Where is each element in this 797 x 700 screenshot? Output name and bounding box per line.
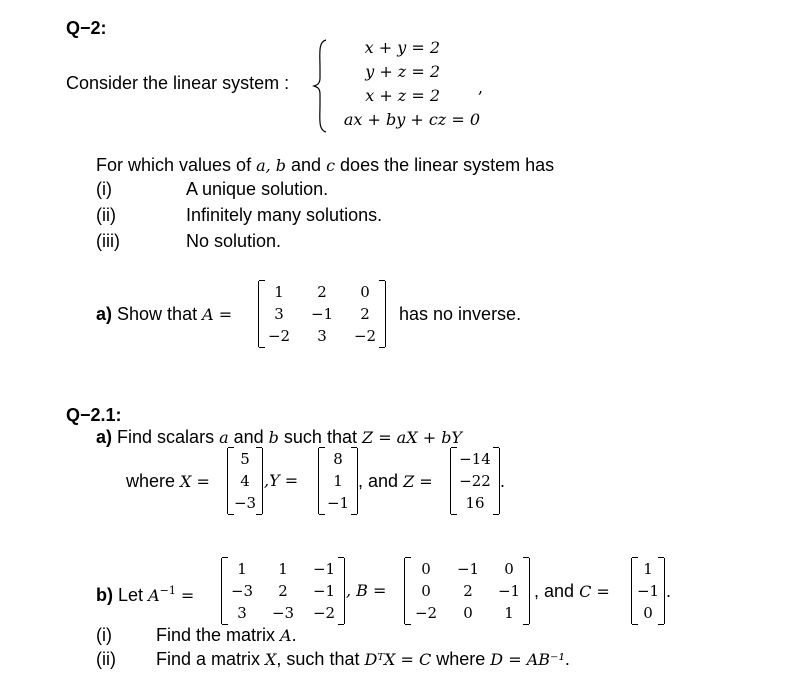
q21-equation: Z = aX + bY (361, 428, 462, 447)
matrix-b (404, 558, 530, 624)
matrix-a-inverse-cell: −3 (230, 582, 254, 600)
matrix-a-inverse-cell: 2 (278, 582, 288, 600)
vector-z-cell: 16 (465, 494, 485, 512)
matrix-a-cell: 2 (360, 305, 370, 323)
q21-text-mid: and (228, 427, 269, 447)
question-post: does the linear system has (335, 155, 555, 175)
matrix-b-cell: 0 (421, 560, 431, 578)
q21-part-b-label: b) (96, 585, 113, 605)
ainv-lhs: A (148, 586, 160, 605)
matrix-b-cell: 2 (463, 582, 473, 600)
matrix-a-inverse-cell: −1 (312, 582, 336, 600)
question-pre: For which values of (96, 155, 257, 175)
q21-z-lhs: Z = (403, 472, 433, 491)
vector-x (227, 448, 263, 514)
q21-text-post: such that (278, 427, 362, 447)
vector-c-cell: −1 (636, 582, 660, 600)
matrix-a-cell: 1 (274, 283, 284, 301)
q21-b-item-ii-post3: . (564, 649, 570, 669)
ainv-eq: = (180, 586, 195, 605)
matrix-a-cell: 0 (360, 283, 370, 301)
q21-b-item-ii (156, 648, 570, 671)
matrix-a-inverse (221, 558, 345, 624)
system-brace (312, 38, 328, 134)
matrix-b-cell: 1 (504, 604, 514, 622)
vector-z-cell: −14 (459, 450, 491, 468)
vector-y-cell: 8 (333, 450, 343, 468)
q21-b-item-ii-post: , such that (276, 649, 365, 669)
item-i-num: (i) (96, 179, 112, 199)
item-iii-text: No solution. (186, 231, 282, 251)
matrix-a-cell: −1 (310, 305, 334, 323)
matrix-b-cell: −1 (497, 582, 521, 600)
q21-part-b-period: . (666, 581, 672, 601)
vector-x-cell: −3 (233, 494, 257, 512)
ainv-sup: −1 (159, 584, 176, 597)
item-ii-text: Infinitely many solutions. (186, 205, 383, 225)
vector-z-cell: −22 (459, 472, 491, 490)
equation-2: y + z = 2 (365, 62, 440, 81)
question-vars: a, b (256, 156, 287, 175)
q21-part-a-label: a) (96, 427, 113, 447)
q21-y-lhs: ,Y = (264, 471, 299, 490)
b-lhs: , B = (346, 581, 387, 600)
equation-1: x + y = 2 (364, 38, 440, 57)
matrix-b-cell: 0 (504, 560, 514, 578)
q2-part-a (96, 303, 232, 326)
system-trailing-comma: , (478, 78, 484, 97)
equation-4: ax + by + cz = 0 (343, 110, 480, 129)
q21-and-z (358, 470, 433, 493)
vector-x-cell: 4 (240, 472, 250, 490)
q21-and-c (534, 580, 610, 603)
matrix-b-cell: 0 (463, 604, 473, 622)
q21-part-b-text: Let (118, 585, 144, 605)
q2-part-a-text: Show that (117, 304, 198, 324)
matrix-a-cell: 3 (317, 327, 327, 345)
matrix-a-cell: −2 (267, 327, 291, 345)
matrix-a-inverse-cell: −2 (312, 604, 336, 622)
q21-var-a: a (219, 428, 229, 447)
vector-c (631, 558, 665, 624)
vector-z (450, 448, 500, 514)
system-intro: Consider the linear system : (66, 73, 290, 93)
q21-b-item-i-num: (i) (96, 625, 112, 645)
vector-c-cell: 0 (643, 604, 653, 622)
q21-part-b-line (96, 580, 194, 607)
q21-x-lhs: X = (180, 472, 210, 491)
vector-c-cell: 1 (643, 560, 653, 578)
q21-b-item-i-pre: Find the matrix (156, 625, 281, 645)
matrix-a-inverse-cell: −3 (271, 604, 295, 622)
matrix-a-inverse-cell: 3 (237, 604, 247, 622)
q21-part-a-line (96, 426, 462, 449)
vector-y (318, 448, 358, 514)
q21-var-b: b (268, 428, 279, 447)
matrix-b-cell: −1 (456, 560, 480, 578)
matrix-b-cell: −2 (414, 604, 438, 622)
matrix-a (258, 281, 386, 347)
q21-b-item-ii-num: (ii) (96, 649, 116, 669)
vector-y-cell: 1 (333, 472, 343, 490)
question-2-1-title: Q−2.1: (66, 405, 122, 425)
q21-part-a-period: . (500, 471, 506, 491)
linear-system (330, 36, 480, 132)
question-var-c: c (326, 156, 336, 175)
q21-b-item-i (156, 624, 297, 647)
question-2-title: Q−2: (66, 18, 107, 38)
q21-b-item-ii-post2: where (431, 649, 491, 669)
q21-b-item-ii-math3: D = AB⁻¹ (490, 650, 565, 669)
equation-3: x + z = 2 (365, 86, 440, 105)
matrix-a-inverse-cell: 1 (237, 560, 247, 578)
matrix-a-cell: 2 (317, 283, 327, 301)
q21-part-a-text-pre: Find scalars (117, 427, 220, 447)
q21-where: where (126, 471, 176, 491)
matrix-a-inverse-cell: −1 (312, 560, 336, 578)
item-ii-num: (ii) (96, 205, 116, 225)
q21-where-line (126, 470, 210, 493)
item-iii-num: (iii) (96, 231, 120, 251)
question-line (96, 154, 554, 177)
matrix-a-cell: 3 (274, 305, 284, 323)
c-lhs: C = (579, 582, 610, 601)
q21-b-item-ii-math: X (265, 650, 277, 669)
item-i-text: A unique solution. (186, 179, 329, 199)
q2-part-a-suffix: has no inverse. (399, 304, 522, 324)
question-and: and (286, 155, 327, 175)
vector-y-cell: −1 (326, 494, 350, 512)
matrix-a-cell: −2 (353, 327, 377, 345)
matrix-a-inverse-cell: 1 (278, 560, 288, 578)
vector-x-cell: 5 (240, 450, 250, 468)
q21-b-item-ii-math2: DᵀX = C (364, 650, 432, 669)
q21-b-item-ii-pre: Find a matrix (156, 649, 266, 669)
q2-part-a-lhs: A = (202, 305, 233, 324)
q2-part-a-label: a) (96, 304, 113, 324)
q21-b-item-i-math: A (280, 626, 292, 645)
q21-b-item-i-post: . (291, 625, 297, 645)
q21-and: , and (358, 471, 399, 491)
q21-b-and: , and (534, 581, 575, 601)
matrix-b-cell: 0 (421, 582, 431, 600)
